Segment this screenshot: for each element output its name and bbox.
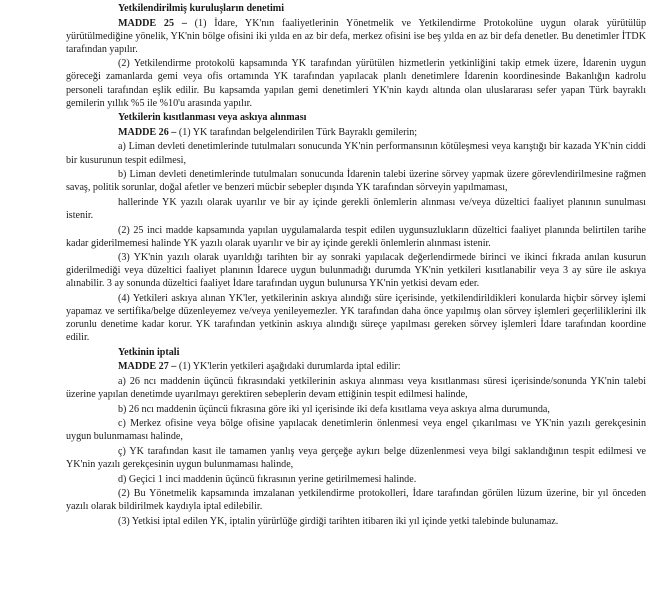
paragraph-text: c) Merkez ofisine veya bölge ofisine yapılacak denetimlerin önlenmesi veya engel çıkarılması ve YK'nin yazılı gerekçesinin uygun bulunmaması halinde, — [66, 418, 646, 443]
article-paragraph — [66, 17, 646, 56]
paragraph — [66, 196, 646, 222]
paragraph — [66, 473, 646, 486]
paragraph-text: (1) YK tarafından belgelendirilen Türk Bayraklı gemilerin; — [176, 126, 418, 138]
paragraph-text: (2) 25 inci madde kapsamında yapılan uygulamalarda tespit edilen uygunsuzlukların düzeltici faaliyet planında belirtilen tarihe kadar giderilmemesi halinde YK yazılı olarak uyarılır ve bir ay içinde gerekli önlemlerin alınması istenir. — [66, 224, 646, 249]
section-heading: Yetkilendirilmiş kuruluşların denetimi — [118, 3, 285, 14]
paragraph — [66, 224, 646, 250]
paragraph — [66, 417, 646, 443]
paragraph-text: a) 26 ncı maddenin üçüncü fıkrasındaki yetkilerinin askıya alınması veya kısıtlanması süresi içerisinde/sonunda YK'nin talebi üzerine yapılan denetimde uyarılmayı gerektiren sebeplerin devam ettiğinin tespit edilmesi halinde, — [66, 376, 646, 401]
paragraph-text: (4) Yetkileri askıya alınan YK'ler, yetkilerinin askıya alındığı süre içerisinde, yetkilendirildikleri konularda hiçbir sörvey işlemi yapamaz ve sertifika/belge düzenleyemez ve/veya yenileyemezler. YK tarafından daha önce yapılmış olan sörvey işlemleri geçerliliklerini ilk zorunlu denetime kadar korur. YK tarafından yetkinin askıya alındığı süreçe yapılması gereken sörvey işlemleri İdare tarafından koordine edilir. — [66, 292, 646, 344]
article-number: MADDE 26 – — [118, 126, 177, 138]
article-number: MADDE 25 – — [118, 17, 187, 29]
paragraph-text: b) Liman devleti denetimlerinde tutulmaları sonucunda İdarenin talebi üzerine sörvey yapmak üzere görevlendirilmesine rağmen savaş, politik sorunlar, doğal afetler ve benzeri mücbir sebepler dışında YK tarafından sörveyin yapılmaması, — [66, 169, 646, 194]
paragraph — [66, 445, 646, 471]
paragraph-text: (1) İdare, YK'nın faaliyetlerinin Yönetmelik ve Yetkilendirme Protokolüne uygun olarak yürütülüp yürütülmediğine yönelik, YK'nin bölge ofisini iki yılda en az bir defa, merkez ofisini ise beş yılda en az bir defa denetler. Bu denetimler İTDK tarafından yapılır. — [66, 17, 646, 55]
article-paragraph — [66, 126, 646, 139]
section-heading: Yetkilerin kısıtlanması veya askıya alınması — [118, 112, 307, 124]
paragraph — [66, 251, 646, 290]
paragraph — [66, 487, 646, 513]
paragraph — [66, 403, 646, 416]
paragraph — [66, 57, 646, 109]
paragraph-text: hallerinde YK yazılı olarak uyarılır ve bir ay içinde gerekli önlemlerin alınması ve/veya düzeltici faaliyet planının sunulması istenir. — [66, 196, 646, 221]
paragraph-text: ç) YK tarafından kasıt ile tamamen yanlış veya gerçeğe aykırı belge düzenlenmesi veya bilgi saklandığının tespit edilmesi ve YK'nin yazılı gerekçesinin uygun bulunmaması halinde, — [66, 446, 646, 471]
paragraph-text: d) Geçici 1 inci maddenin üçüncü fıkrasının yerine getirilmemesi halinde. — [118, 473, 417, 485]
paragraph — [66, 140, 646, 166]
paragraph-text: (3) Yetkisi iptal edilen YK, iptalin yürürlüğe girdiği tarihten itibaren iki yıl içinde yetki talebinde bulunamaz. — [118, 515, 559, 527]
section-heading: Yetkinin iptali — [118, 346, 180, 358]
paragraph-text: (1) YK'lerin yetkileri aşağıdaki durumlarda iptal edilir: — [176, 361, 401, 373]
paragraph-text: b) 26 ncı maddenin üçüncü fıkrasına göre iki yıl içerisinde iki defa kısıtlama veya askıya alma durumunda, — [118, 403, 550, 415]
paragraph — [66, 375, 646, 401]
paragraph — [66, 515, 646, 528]
article-paragraph — [66, 360, 646, 373]
article-number: MADDE 27 – — [118, 361, 177, 373]
paragraph — [66, 292, 646, 344]
paragraph — [66, 168, 646, 194]
paragraph-text: (3) YK'nin yazılı olarak uyarıldığı tarihten bir ay sonraki yapılacak değerlendirmede birinci ve ikinci fıkrada anılan kusurun giderilmediği veya düzeltici faaliyet planının İdarece uygun bulunmadığı durumda YK'nin yetkileri kısıtlanabilir veya 3 ay süre ile askıya alınabilir. 3 ay sonunda düzeltici faaliyet İdare tarafından uygun bulunursa YK'nin yetkisi devam eder. — [66, 252, 646, 290]
paragraph-text: (2) Bu Yönetmelik kapsamında imzalanan yetkilendirme protokolleri, İdare tarafından görülen lüzum üzerine, bir yıl önceden yazılı olarak bildirilmek kaydıyla iptal edilebilir. — [66, 488, 646, 513]
paragraph-text: a) Liman devleti denetimlerinde tutulmaları sonucunda YK'nin performansının kötüleşmesi veya karıştığı bir kazada YK'nin ciddi bir kusurunun tespit edilmesi, — [66, 141, 646, 166]
paragraph-text: (2) Yetkilendirme protokolü kapsamında YK tarafından yürütülen hizmetlerin yetkinliğini takip etmek üzere, İdarenin uygun göreceği zamanlarda gemi veya ofis ortamında YK tarafından yapılacak planlı denetimlere İdarenin koordinesinde Bakanlığın kadrolu personeli tarafından eşlik edilir. Bu kapsamda yapılan gemi denetimleri YK'nin kaydı altında olan uluslararası sefer yapan Türk bayraklı gemilerin yıllık %5 ile %10'u arasında yapılır. — [66, 58, 646, 109]
